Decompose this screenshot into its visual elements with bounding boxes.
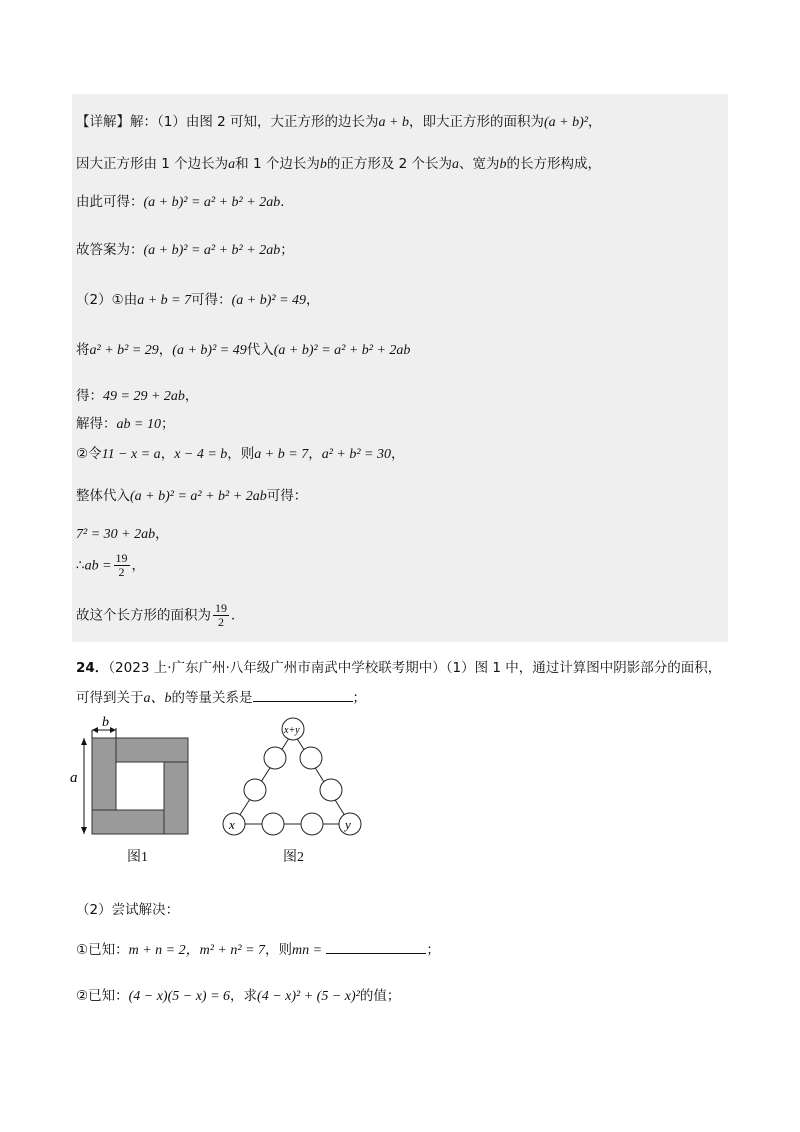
text: ，则	[227, 446, 255, 462]
math: a	[452, 157, 460, 172]
text: ∴	[76, 557, 85, 574]
math: a + b = 7	[137, 293, 192, 308]
solution-line-3	[76, 190, 294, 211]
math: (a + b)² = a² + b² + 2ab	[130, 489, 267, 504]
text: （2）尝试解决：	[76, 902, 180, 918]
text: 、宽为	[459, 156, 500, 172]
math: b	[499, 157, 507, 172]
text: 代入	[246, 342, 274, 358]
solution-line-8	[76, 412, 174, 433]
text: 可得到关于	[76, 690, 144, 706]
answer-blank	[326, 941, 426, 954]
solution-line-13	[76, 602, 245, 629]
math: a	[228, 157, 236, 172]
question-number: 24．	[76, 660, 109, 676]
text: ，	[306, 292, 320, 308]
solution-line-4	[76, 238, 294, 259]
fig1-label-a: a	[70, 770, 78, 786]
math: 7² = 30 + 2ab	[76, 527, 156, 542]
math: (a + b)² = a² + b² + 2ab	[273, 343, 411, 358]
solution-line-7	[76, 384, 198, 405]
math: mn =	[292, 943, 323, 958]
math: ab = 10	[116, 417, 161, 432]
fraction	[213, 602, 229, 629]
text: 可得：	[266, 488, 308, 504]
solution-line-5	[76, 288, 320, 309]
text: ，即大正方形的面积为	[408, 114, 544, 130]
question-header	[76, 656, 721, 676]
text: 将	[76, 342, 90, 358]
text: 整体代入	[76, 488, 130, 504]
math: (a + b)²	[543, 115, 588, 130]
question-source: （2023 上·广东广州·八年级广州市南武中学校联考期中）	[108, 660, 446, 676]
fig2-node	[244, 779, 266, 801]
text: ；	[426, 942, 440, 958]
answer-blank	[253, 689, 353, 702]
math: a、b	[143, 691, 172, 706]
text: 故这个长方形的面积为	[76, 607, 211, 624]
text: 的值；	[359, 988, 401, 1004]
text: ；	[352, 690, 366, 706]
question-part1: （1）图 1 中，通过计算图中阴影部分的面积，	[445, 660, 722, 676]
math: (4 − x)² + (5 − x)²	[257, 989, 360, 1004]
question-part2	[76, 898, 179, 918]
math: a + b	[378, 115, 409, 130]
figure-2	[218, 712, 368, 842]
math: a² + b² = 30	[321, 447, 391, 462]
question-line-2	[76, 686, 366, 707]
text: ．	[231, 607, 245, 624]
fraction-denominator: 2	[118, 565, 125, 579]
fig2-edge	[234, 732, 293, 824]
math: ab =	[84, 558, 112, 574]
text: ，	[160, 446, 175, 462]
math: a + b = 7	[254, 447, 309, 462]
fig2-caption: 图2	[283, 850, 304, 865]
text: ；	[280, 242, 294, 258]
fig2-node	[301, 813, 323, 835]
text: 的正方形及 2 个长为	[326, 156, 453, 172]
text: ，	[158, 342, 173, 358]
text: 故答案为：	[76, 242, 144, 258]
fig2-node	[320, 779, 342, 801]
text: ，	[131, 557, 146, 574]
fig2-label-x: x	[229, 817, 235, 832]
math: x − 4 = b	[174, 447, 228, 462]
fig1-label-b: b	[102, 715, 109, 730]
math: m + n = 2，m² + n² = 7	[128, 943, 266, 958]
text: 【详解】解：（1）由图 2 可知，大正方形的边长为	[76, 114, 379, 130]
text: ②令	[76, 446, 102, 462]
solution-line-1	[76, 110, 601, 131]
fig2-label-top: x+y	[284, 725, 300, 736]
text: ，求	[230, 988, 258, 1004]
text: ②已知：	[76, 988, 129, 1004]
math: (4 − x)(5 − x) = 6	[128, 989, 231, 1004]
text: （2）①由	[76, 292, 138, 308]
text: ；	[160, 416, 175, 432]
text: 可得：	[191, 292, 232, 308]
fig1-inner-square	[116, 762, 164, 810]
text: 解得：	[76, 416, 117, 432]
math: b	[319, 157, 327, 172]
fig2-label-y: y	[345, 817, 351, 832]
solution-line-6	[76, 338, 410, 359]
solution-line-9	[76, 442, 405, 463]
fraction-numerator: 19	[115, 551, 128, 565]
text: ，	[155, 526, 169, 542]
text: ①已知：	[76, 942, 129, 958]
math: (a + b)² = a² + b² + 2ab	[143, 195, 281, 210]
text: ，则	[265, 942, 293, 958]
text: 因大正方形由 1 个边长为	[76, 156, 229, 172]
text: 的等量关系是	[171, 690, 253, 706]
fig2-node	[262, 813, 284, 835]
math: a² + b² = 29	[89, 343, 159, 358]
math: (a + b)² = 49	[172, 343, 247, 358]
fraction-denominator: 2	[218, 615, 224, 629]
fig1-caption: 图1	[127, 850, 148, 865]
text: 的长方形构成，	[506, 156, 602, 172]
fig2-node	[264, 747, 286, 769]
solution-line-2	[76, 152, 601, 173]
fig2-edge	[293, 732, 350, 824]
fraction-numerator: 19	[215, 601, 227, 615]
math: 11 − x = a	[101, 447, 161, 462]
fraction	[114, 552, 130, 579]
text: 和 1 个边长为	[235, 156, 320, 172]
question-q1	[76, 938, 440, 959]
math: (a + b)² = 49	[231, 293, 307, 308]
text: ．	[280, 194, 294, 210]
text: ，	[587, 114, 602, 130]
question-q2	[76, 984, 400, 1005]
figure-1	[66, 710, 196, 840]
text: ，	[391, 446, 405, 462]
solution-line-12	[76, 552, 145, 579]
fig2-node	[300, 747, 322, 769]
solution-line-11	[76, 522, 169, 543]
text: 得：	[76, 388, 103, 404]
text: ，	[184, 388, 199, 404]
solution-shaded-panel	[72, 94, 728, 642]
math: 49 = 29 + 2ab	[103, 389, 185, 404]
math: (a + b)² = a² + b² + 2ab	[143, 243, 281, 258]
text: 由此可得：	[76, 194, 144, 210]
solution-line-10	[76, 484, 307, 505]
text: ，	[308, 446, 322, 462]
